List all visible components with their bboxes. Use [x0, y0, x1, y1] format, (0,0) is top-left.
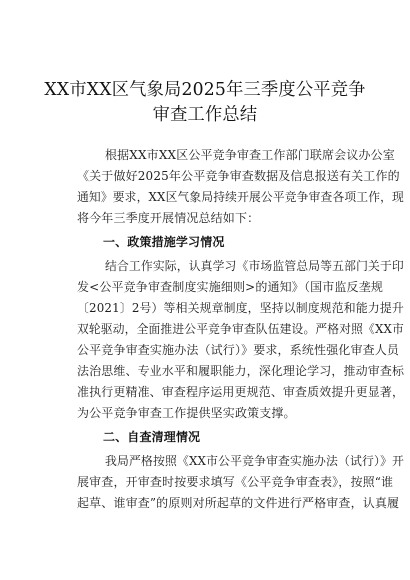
intro-line: 通知》要求，XX区气象局持续开展公平竞争审查各项工作，现 — [77, 190, 404, 204]
section-line: 法治思维、专业水平和履职能力，深化理论学习，推动审查标 — [77, 364, 405, 378]
section-line: 双轮驱动，全面推进公平竞争审查队伍建设。严格对照《XX市 — [77, 322, 404, 336]
section-line: 为公平竞争审查工作提供坚实政策支撑。 — [77, 406, 296, 420]
section-line: 起草、谁审查”的原则对所起草的文件进行严格审查，认真履 — [77, 496, 400, 510]
section-line: 准执行更精准、审查程序运用更规范、审查质效提升更显著， — [77, 385, 405, 399]
section-heading-policy-study: 一、政策措施学习情况 — [103, 235, 225, 249]
section-line: 公平竞争审查实施办法（试行）》要求，系统性强化审查人员 — [77, 343, 400, 357]
document-title-line-2: 审查工作总结 — [152, 105, 258, 125]
section-heading-self-review: 二、自查清理情况 — [103, 430, 201, 444]
section-line: 〔2021〕2号）等相关规章制度，坚持以制度规范和能力提升 — [77, 301, 404, 315]
intro-line: 根据XX市XX区公平竞争审查工作部门联席会议办公室 — [105, 148, 395, 162]
section-line: 我局严格按照《XX市公平竞争审查实施办法（试行）》开 — [105, 454, 405, 468]
intro-line: 将今年三季度开展情况总结如下： — [77, 211, 260, 225]
document-title-line-1: XX市XX区气象局2025年三季度公平竞争 — [44, 80, 366, 100]
intro-line: 《关于做好2025年公平竞争审查数据及信息报送有关工作的 — [77, 169, 400, 183]
section-line: 展审查，开审查时按要求填写《公平竞争审查表》，按照“谁 — [77, 475, 394, 489]
section-line: 结合工作实际，认真学习《市场监管总局等五部门关于印 — [105, 259, 404, 273]
section-line: 发<公平竞争审查制度实施细则>的通知》（国市监反垄规 — [77, 280, 384, 294]
